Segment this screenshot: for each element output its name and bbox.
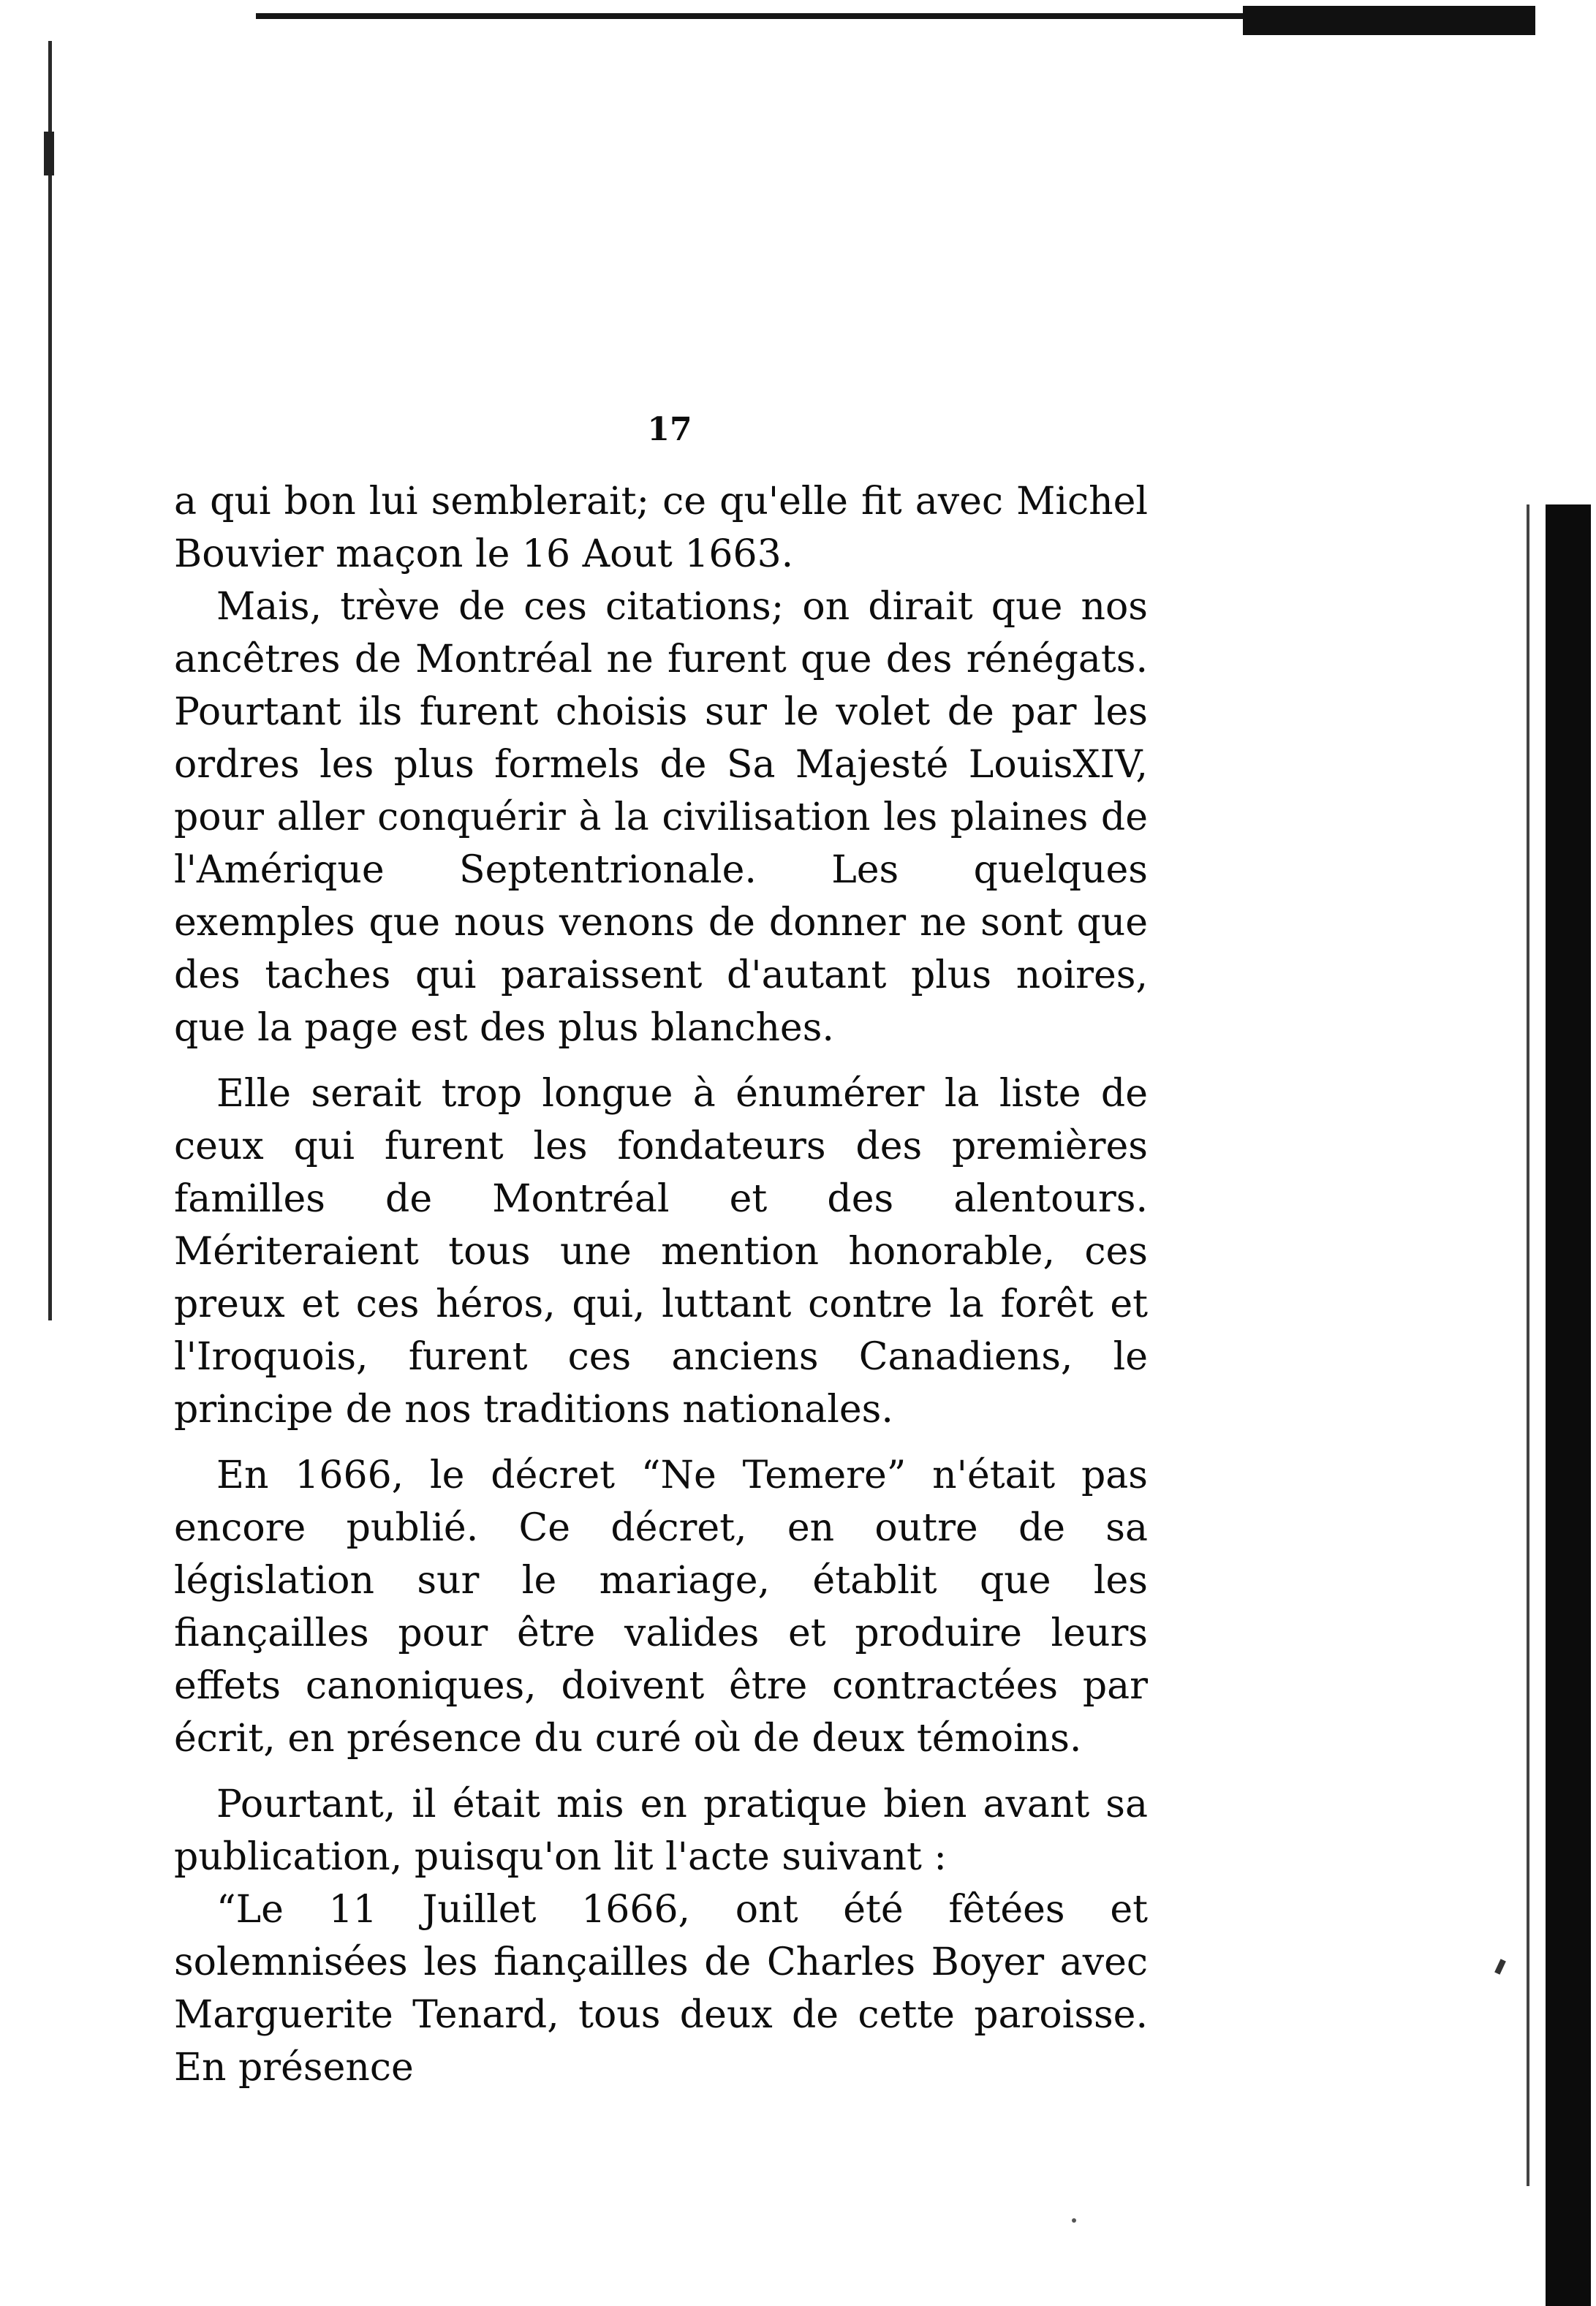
- scan-speck: [1494, 1959, 1506, 1975]
- paragraph: Elle serait trop longue à énumérer la liste de ceux qui furent les fondateurs des premières familles de Montréal et des alentours. Mériteraient tous une mention honorable, ces preux et ces héros, qui, luttant contre la forêt et l'Iroquois, furent ces anciens Canadiens, le principe de nos traditions nationales.: [174, 1072, 1148, 1432]
- paragraph: Mais, trève de ces citations; on dirait que nos ancêtres de Montréal ne furent que des rénégats. Pourtant ils furent choisis sur le volet de par les ordres les plus formels de Sa Majesté LouisXIV, pour aller conquérir à la civilisation les plaines de l'Amérique Septentrionale. Les quelques exemples que nous venons de donner ne sont que des taches qui paraissent d'autant plus noires, que la page est des plus blanches.: [174, 585, 1148, 1050]
- paragraph: a qui bon lui semblerait; ce qu'elle fit avec Michel Bouvier maçon le 16 Aout 1663.: [174, 480, 1148, 576]
- scan-mark-left: [44, 132, 54, 175]
- paragraph: En 1666, le décret “Ne Temere” n'était pas encore publié. Ce décret, en outre de sa législation sur le mariage, établit que les fiançailles pour être valides et produire leurs effets canoniques, doivent être contractées par écrit, en présence du curé où de deux témoins.: [174, 1453, 1148, 1761]
- scan-speck: [1072, 2218, 1076, 2223]
- paragraph: Pourtant, il était mis en pratique bien avant sa publication, puisqu'on lit l'acte suivant :: [174, 1783, 1148, 1879]
- scan-border-top-dark: [1243, 6, 1535, 35]
- scan-border-left: [48, 41, 52, 1320]
- scan-border-right: [1546, 504, 1591, 2306]
- body-text: [174, 475, 1148, 2094]
- page-number: 17: [647, 411, 692, 448]
- scan-border-right-thin: [1527, 504, 1529, 2186]
- paragraph: “Le 11 Juillet 1666, ont été fêtées et solemnisées les fiançailles de Charles Boyer avec Marguerite Tenard, tous deux de cette paroisse. En présence: [174, 1888, 1148, 2090]
